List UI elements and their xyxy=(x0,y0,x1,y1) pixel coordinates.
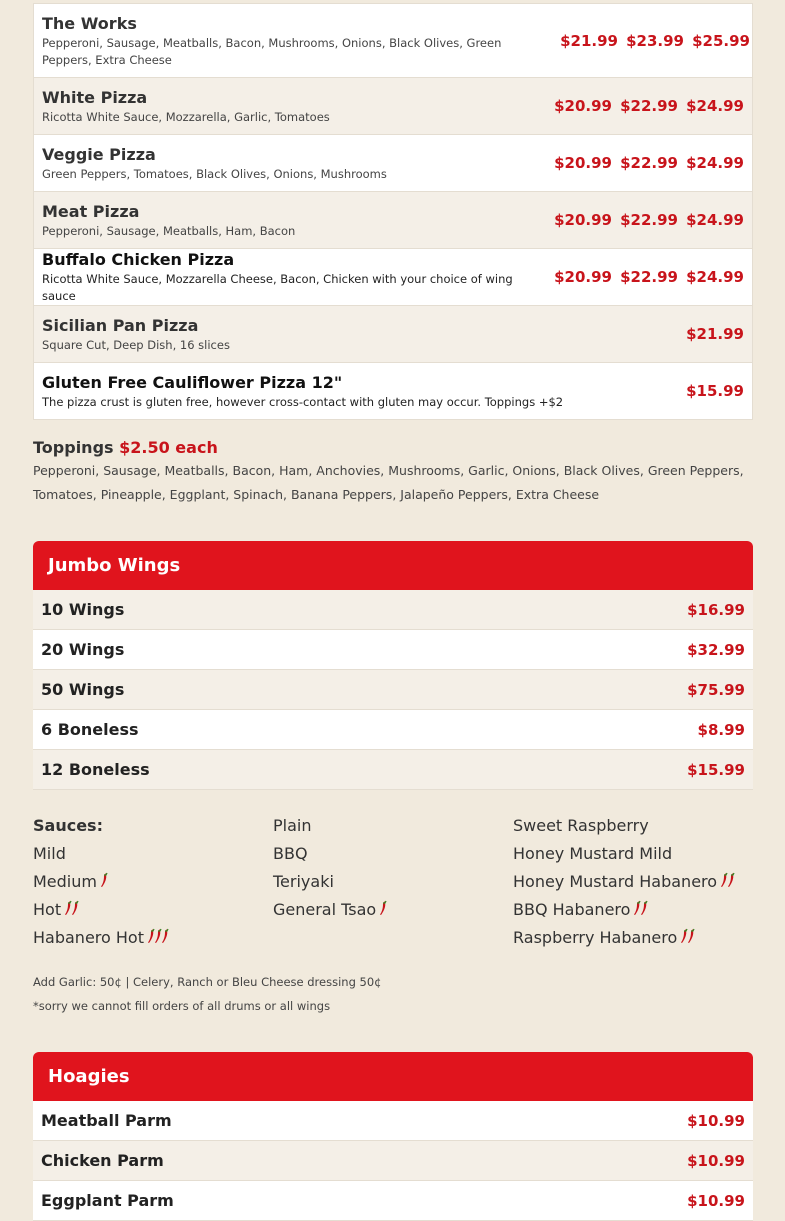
pizza-row xyxy=(33,192,753,249)
pizza-description: Pepperoni, Sausage, Meatballs, Ham, Bacon xyxy=(42,223,296,238)
sauce-item xyxy=(33,924,273,952)
sauce-column xyxy=(513,812,753,952)
pizza-description: Ricotta White Sauce, Mozzarella, Garlic, Tomatoes xyxy=(42,109,330,124)
item-price: $10.99 xyxy=(687,1151,745,1170)
toppings-list: Pepperoni, Sausage, Meatballs, Bacon, Ham, Anchovies, Mushrooms, Garlic, Onions, Black Olives, Green Peppers, Tomatoes, Pineapple, Eggplant, Spinach, Banana Peppers, Jalapeño Peppers, Extra Cheese xyxy=(33,463,744,502)
toppings-price: $2.50 each xyxy=(119,438,218,457)
sauce-item xyxy=(33,896,273,924)
sauce-item xyxy=(513,812,753,840)
pizza-row xyxy=(33,306,753,363)
pizza-row xyxy=(33,363,753,420)
item-price: $10.99 xyxy=(687,1111,745,1130)
sauces-section xyxy=(33,812,753,952)
price-large: $24.99 xyxy=(686,97,744,115)
sauce-item xyxy=(273,840,513,868)
price-medium: $22.99 xyxy=(620,211,678,229)
item-name: Meatball Parm xyxy=(41,1111,172,1130)
list-item xyxy=(33,670,753,710)
sauce-name: Plain xyxy=(273,816,312,835)
item-price: $16.99 xyxy=(687,600,745,619)
price-large: $25.99 xyxy=(692,31,750,50)
pizza-name: Gluten Free Cauliflower Pizza 12" xyxy=(42,372,343,392)
price-small: $21.99 xyxy=(560,31,618,50)
sorry-note: *sorry we cannot fill orders of all drums or all wings xyxy=(33,999,331,1013)
item-name: Eggplant Parm xyxy=(41,1191,174,1210)
menu-content xyxy=(33,3,753,1221)
pizza-row xyxy=(33,78,753,135)
price-medium: $22.99 xyxy=(620,154,678,172)
list-item xyxy=(33,1181,753,1221)
sauce-item xyxy=(273,868,513,896)
list-item xyxy=(33,590,753,630)
sauce-name: BBQ Habanero xyxy=(513,900,631,919)
chili-pepper-icon xyxy=(679,925,697,953)
pizza-name: White Pizza xyxy=(42,87,148,107)
sauce-column xyxy=(273,812,513,952)
sauce-item xyxy=(513,840,753,868)
price-large: $24.99 xyxy=(686,268,744,286)
item-name: Chicken Parm xyxy=(41,1151,164,1170)
pizza-name: The Works xyxy=(42,13,137,33)
price-large: $24.99 xyxy=(686,211,744,229)
price-single: $21.99 xyxy=(686,325,744,343)
toppings-section xyxy=(33,438,753,507)
price-small: $20.99 xyxy=(554,268,612,286)
sauce-item xyxy=(273,896,513,924)
sauce-item xyxy=(513,924,753,952)
item-price: $15.99 xyxy=(687,760,745,779)
pizza-name: Buffalo Chicken Pizza xyxy=(42,250,235,269)
item-name: 10 Wings xyxy=(41,600,125,619)
section-header-wings: Jumbo Wings xyxy=(33,541,753,590)
pizza-row xyxy=(33,249,753,306)
price-single: $15.99 xyxy=(686,382,744,400)
list-item xyxy=(33,710,753,750)
item-name: 20 Wings xyxy=(41,640,125,659)
section-header-hoagies: Hoagies xyxy=(33,1052,753,1101)
sauce-name: Honey Mustard Mild xyxy=(513,844,673,863)
sauce-name: Sweet Raspberry xyxy=(513,816,649,835)
sauce-name: Teriyaki xyxy=(273,872,334,891)
chili-pepper-icon xyxy=(378,897,388,925)
pizza-table xyxy=(33,3,753,420)
pizza-row xyxy=(33,3,753,78)
item-price: $75.99 xyxy=(687,680,745,699)
pizza-description: The pizza crust is gluten free, however cross-contact with gluten may occur. Toppings +$2 xyxy=(42,394,564,409)
sauce-name: Habanero Hot xyxy=(33,928,144,947)
sauce-item xyxy=(33,868,273,896)
price-small: $20.99 xyxy=(554,154,612,172)
sauce-item xyxy=(33,840,273,868)
item-price: $8.99 xyxy=(697,720,745,739)
chili-pepper-icon xyxy=(719,869,737,897)
sauce-name: General Tsao xyxy=(273,900,377,919)
pizza-name: Veggie Pizza xyxy=(42,144,156,164)
chili-pepper-icon xyxy=(632,897,650,925)
item-name: 6 Boneless xyxy=(41,720,139,739)
sauce-name: BBQ xyxy=(273,844,308,863)
list-item xyxy=(33,750,753,790)
chili-pepper-icon xyxy=(146,925,170,953)
wings-list xyxy=(33,590,753,790)
sauces-title: Sauces: xyxy=(33,816,103,835)
price-small: $20.99 xyxy=(554,211,612,229)
wing-notes xyxy=(33,970,753,1018)
sauce-item xyxy=(273,812,513,840)
toppings-label: Toppings xyxy=(33,438,114,457)
item-price: $32.99 xyxy=(687,640,745,659)
sauce-item xyxy=(513,896,753,924)
pizza-description: Ricotta White Sauce, Mozzarella Cheese, Bacon, Chicken with your choice of wing sauce xyxy=(42,272,513,303)
pizza-name: Sicilian Pan Pizza xyxy=(42,315,199,335)
pizza-name: Meat Pizza xyxy=(42,201,140,221)
price-large: $24.99 xyxy=(686,154,744,172)
sauce-name: Raspberry Habanero xyxy=(513,928,678,947)
sauce-name: Mild xyxy=(33,844,66,863)
price-medium: $23.99 xyxy=(626,31,684,50)
list-item xyxy=(33,630,753,670)
chili-pepper-icon xyxy=(63,897,81,925)
sauce-name: Medium xyxy=(33,872,97,891)
pizza-row xyxy=(33,135,753,192)
price-medium: $22.99 xyxy=(620,268,678,286)
chili-pepper-icon xyxy=(99,869,109,897)
pizza-description: Pepperoni, Sausage, Meatballs, Bacon, Mushrooms, Onions, Black Olives, Green Peppers, Extra Cheese xyxy=(42,35,502,67)
list-item xyxy=(33,1101,753,1141)
list-item xyxy=(33,1141,753,1181)
addons-note: Add Garlic: 50¢ | Celery, Ranch or Bleu Cheese dressing 50¢ xyxy=(33,975,382,989)
item-name: 50 Wings xyxy=(41,680,125,699)
sauce-column xyxy=(33,812,273,952)
pizza-description: Green Peppers, Tomatoes, Black Olives, Onions, Mushrooms xyxy=(42,166,387,181)
sauce-name: Hot xyxy=(33,900,62,919)
pizza-description: Square Cut, Deep Dish, 16 slices xyxy=(42,337,230,352)
item-price: $10.99 xyxy=(687,1191,745,1210)
price-medium: $22.99 xyxy=(620,97,678,115)
sauce-item xyxy=(513,868,753,896)
price-small: $20.99 xyxy=(554,97,612,115)
item-name: 12 Boneless xyxy=(41,760,150,779)
hoagies-list xyxy=(33,1101,753,1221)
sauce-name: Honey Mustard Habanero xyxy=(513,872,718,891)
